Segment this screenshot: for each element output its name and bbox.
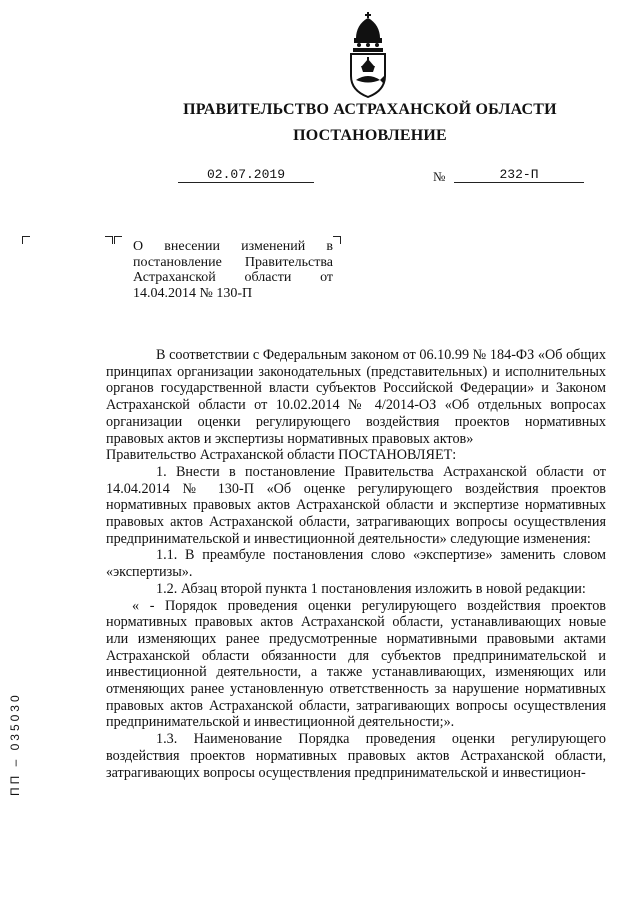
- clause-1-3: 1.3. Наименование Порядка проведения оценки регулирующего воздействия проектов нормативных правовых актов Астраханской области, затрагивающих вопросы осуществления предпринимательской и инвестицион-: [106, 731, 606, 781]
- bracket-corner-mark: [105, 236, 113, 244]
- quoted-amendment: « - Порядок проведения оценки регулирующего воздействия проектов нормативных правовых актов Астраханской области, устанавливающих новые или изменяющих ранее предусмотренные нормативными правовыми актами Астраханской области обязанности для субъектов предпринимательской и инвестиционной деятельности, а также устанавливающих, изменяющих или отменяющих ранее установленную ответственность за нарушение нормативных правовых актов Астраханской области, затрагивающих вопросы осуществления предпринимательской и инвестиционной деятельности;».: [106, 597, 606, 731]
- clause-1: 1. Внести в постановление Правительства Астраханской области от 14.04.2014 № 130-П «Об оценке регулирующего воздействия проектов нормативных правовых актов Астраханской области и экспертизе нормативных правовых актов Астраханской области, затрагивающих вопросы осуществления предпринимательской и инвестиционной деятельности» следующие изменения:: [106, 463, 606, 547]
- document-date: 02.07.2019: [178, 168, 314, 183]
- document-subject: О внесении изменений в постановление Правительства Астраханской области от 14.04.2014 № 130-П: [133, 239, 333, 301]
- bracket-corner-mark: [22, 236, 30, 244]
- resolve-line: Правительство Астраханской области ПОСТАНОВЛЯЕТ:: [106, 447, 457, 464]
- organization-name: ПРАВИТЕЛЬСТВО АСТРАХАНСКОЙ ОБЛАСТИ: [183, 101, 557, 118]
- bracket-corner-mark: [114, 236, 122, 244]
- number-sign: №: [433, 169, 446, 184]
- bracket-corner-mark: [333, 236, 341, 244]
- form-serial-code: ПП – 035030: [8, 692, 22, 796]
- document-type: ПОСТАНОВЛЕНИЕ: [293, 127, 447, 144]
- preamble-paragraph: В соответствии с Федеральным законом от 06.10.99 № 184-ФЗ «Об общих принципах организации законодательных (представительных) и исполнительных органов государственной власти субъектов Российской Федерации» и Законом Астраханской области от 10.02.2014 № 4/2014-ОЗ «Об отдельных вопросах организации оценки регулирующего воздействия проектов нормативных правовых актов и экспертизы нормативных правовых актов»: [106, 347, 606, 447]
- clause-1-2: 1.2. Абзац второй пункта 1 постановления изложить в новой редакции:: [156, 580, 586, 597]
- clause-1-1: 1.1. В преамбуле постановления слово «экспертизе» заменить словом «экспертизы».: [106, 547, 606, 581]
- document-body: [106, 347, 606, 781]
- coat-of-arms-icon: [346, 12, 390, 98]
- document-number: 232-П: [454, 168, 584, 183]
